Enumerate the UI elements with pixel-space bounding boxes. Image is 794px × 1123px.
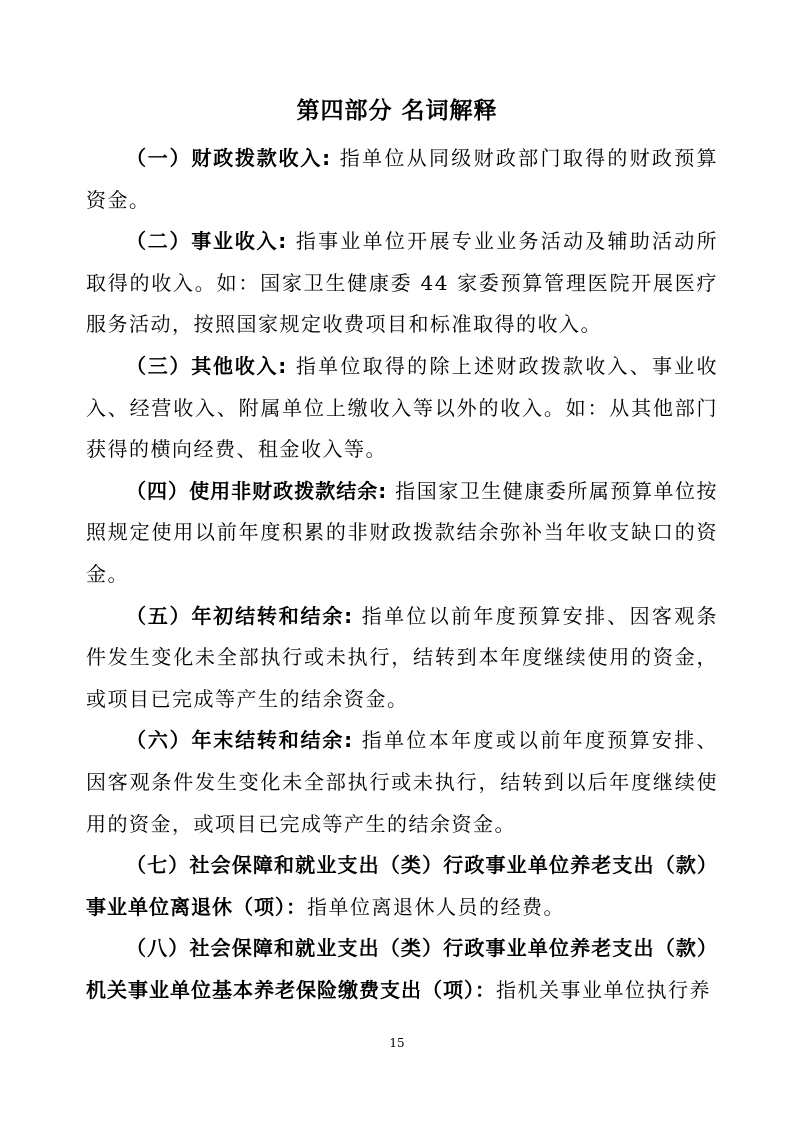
glossary-entry: [86, 221, 718, 346]
entry-separator: ：: [286, 894, 307, 919]
entry-separator: :: [378, 478, 388, 503]
entry-term: （二）事业收入: [126, 229, 279, 254]
entry-term: （六）年末结转和结余: [126, 728, 345, 753]
entry-separator: :: [322, 146, 332, 170]
entry-definition: 指单位取得的除上述财政拨款收入、事业收入、经营收入、附属单位上缴收入等以外的收入。如：从其他部门获得的横向经费、租金收入等。: [86, 353, 719, 462]
entry-definition: 指单位本年度或以前年度预算安排、因客观条件发生变化未全部执行或未执行，结转到以后年度继续使用的资金，或项目已完成等产生的结余资金。: [86, 728, 719, 836]
glossary-entry: [86, 845, 718, 928]
entry-definition: 指国家卫生健康委所属预算单位按照规定使用以前年度积累的非财政拨款结余弥补当年收支缺口的资金。: [86, 478, 719, 586]
entry-term: （七）社会保障和就业支出（类）行政事业单位养老支出（款）事业单位离退休（项）: [86, 853, 718, 919]
entry-definition: 指事业单位开展专业业务活动及辅助活动所取得的收入。如：国家卫生健康委 44 家委预算管理医院开展医疗服务活动，按照国家规定收费项目和标准取得的收入。: [86, 229, 719, 337]
glossary-entry: [86, 928, 718, 1011]
entry-separator: :: [278, 353, 288, 378]
glossary-entry: [86, 596, 718, 721]
entry-term: （五）年初结转和结余: [126, 603, 345, 628]
entry-definition: 指机关事业单位执行养: [496, 977, 711, 1002]
entry-separator: ：: [475, 977, 496, 1002]
entry-term: （一）财政拨款收入: [126, 146, 323, 170]
entry-definition: 指单位以前年度预算安排、因客观条件发生变化未全部执行或未执行，结转到本年度继续使用的资金，或项目已完成等产生的结余资金。: [86, 603, 719, 711]
entry-term: （八）社会保障和就业支出（类）行政事业单位养老支出（款）机关事业单位基本养老保险缴费支出（项）: [86, 936, 718, 1002]
page-title: 第四部分 名词解释: [296, 98, 498, 124]
glossary-entry: [86, 720, 718, 845]
glossary-entry: [86, 138, 718, 221]
entry-term: （四）使用非财政拨款结余: [126, 478, 379, 503]
glossary-body: [86, 138, 718, 1011]
page-number: 15: [389, 1036, 405, 1050]
entry-separator: :: [344, 728, 354, 753]
entry-separator: :: [278, 229, 288, 254]
entry-separator: :: [344, 603, 354, 628]
entry-term: （三）其他收入: [126, 353, 279, 378]
glossary-entry: [86, 471, 718, 596]
entry-definition: 指单位从同级财政部门取得的财政预算资金。: [86, 146, 719, 212]
entry-definition: 指单位离退休人员的经费。: [307, 894, 565, 919]
glossary-entry: [86, 346, 718, 471]
